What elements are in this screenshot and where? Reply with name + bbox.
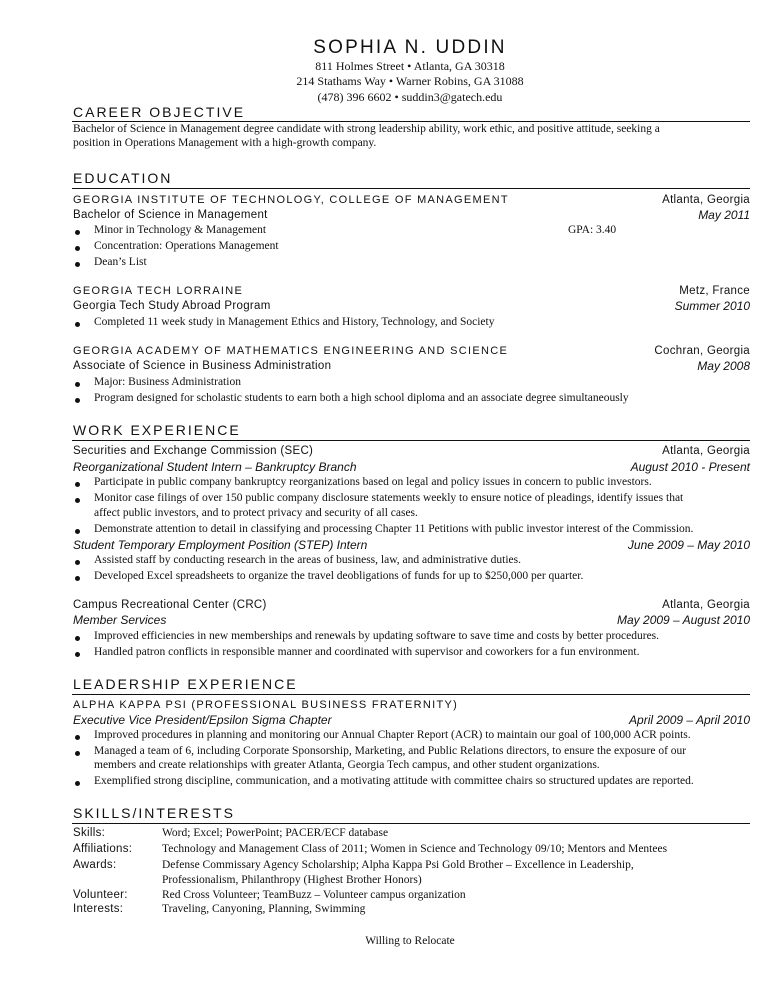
education-bullet: Concentration: Operations Management [94,240,279,252]
job-date: May 2009 – August 2010 [617,613,750,627]
bullet-icon [75,322,80,327]
bullet-icon [75,246,80,251]
candidate-name: SOPHIA N. UDDIN [313,37,507,58]
bullet-icon [75,652,80,657]
job-bullet-continuation: affect public investors, and to protect privacy and security of all cases. [94,507,418,519]
section-divider [72,188,750,189]
bullet-icon [75,498,80,503]
leadership-org: ALPHA KAPPA PSI (PROFESSIONAL BUSINESS FRATERNITY) [73,699,459,711]
education-date: Summer 2010 [674,299,750,313]
bullet-icon [75,560,80,565]
interests-value: Traveling, Canyoning, Planning, Swimming [162,903,366,915]
job-bullet: Monitor case filings of over 150 public company disclosure statements weekly to ensure notice of pleadings, identify issues that [94,492,684,504]
education-bullet: Program designed for scholastic students to earn both a high school diploma and an associate degree simultaneously [94,392,629,404]
job-bullet: Handled patron conflicts in responsible manner and coordinated with supervisor and coworkers for a fun environment. [94,646,640,658]
education-bullet: Minor in Technology & Management [94,224,267,236]
education-date: May 2008 [697,359,750,373]
bullet-icon [75,636,80,641]
education-bullet: Completed 11 week study in Management Ethics and History, Technology, and Society [94,316,495,328]
education-location: Metz, France [679,285,750,297]
skills-value: Word; Excel; PowerPoint; PACER/ECF database [162,827,389,839]
bullet-icon [75,781,80,786]
section-title-leadership: LEADERSHIP EXPERIENCE [73,676,298,692]
education-org: GEORGIA TECH LORRAINE [73,285,244,297]
objective-line: Bachelor of Science in Management degree candidate with strong leadership ability, work ethic, and positive attitude, seeking a [73,123,660,135]
education-gpa: GPA: 3.40 [568,224,617,236]
employer-name: Securities and Exchange Commission (SEC) [73,445,314,457]
education-bullet: Dean’s List [94,256,147,268]
job-bullet: Improved efficiencies in new memberships and renewals by updating software to save time and costs by better procedures. [94,630,660,642]
bullet-icon [75,262,80,267]
job-title: Member Services [73,613,167,627]
bullet-icon [75,382,80,387]
bullet-icon [75,230,80,235]
job-date: August 2010 - Present [630,460,750,474]
job-bullet: Participate in public company bankruptcy reorganizations based on legal and policy issues in concern to public investors. [94,476,652,488]
affiliations-label: Affiliations: [73,843,133,855]
bullet-icon [75,576,80,581]
leadership-date: April 2009 – April 2010 [629,713,750,727]
leadership-bullet: Exemplified strong discipline, communication, and a motivating attitude with committee chairs so structured updates are reported. [94,775,694,787]
section-title-education: EDUCATION [73,170,173,186]
bullet-icon [75,751,80,756]
leadership-bullet: Improved procedures in planning and monitoring our Annual Chapter Report (ACR) to maintain our goal of 100,000 ACR points. [94,729,691,741]
section-title-objective: CAREER OBJECTIVE [73,104,246,120]
education-org: GEORGIA INSTITUTE OF TECHNOLOGY, COLLEGE OF MANAGEMENT [73,194,509,206]
job-bullet: Demonstrate attention to detail in classifying and processing Chapter 11 Petitions with public investor interest of the Commission. [94,523,694,535]
interests-label: Interests: [73,903,124,915]
volunteer-label: Volunteer: [73,889,128,901]
phone-email-line: (478) 396 6602 • suddin3@gatech.edu [317,90,503,104]
employer-location: Atlanta, Georgia [662,599,750,611]
education-degree: Associate of Science in Business Administration [73,360,332,372]
job-bullet: Developed Excel spreadsheets to organize the travel deobligations of funds for up to $250,000 per quarter. [94,570,584,582]
bullet-icon [75,482,80,487]
address-line-2: 214 Stathams Way • Warner Robins, GA 31088 [296,74,524,88]
education-location: Cochran, Georgia [654,345,750,357]
job-date: June 2009 – May 2010 [627,538,750,552]
address-line-1: 811 Holmes Street • Atlanta, GA 30318 [315,59,505,73]
bullet-icon [75,735,80,740]
job-title: Student Temporary Employment Position (STEP) Intern [73,538,368,552]
section-divider [72,823,750,824]
education-bullet: Major: Business Administration [94,376,241,388]
affiliations-value: Technology and Management Class of 2011; Women in Science and Technology 09/10; Mentors and Mentees [162,843,668,855]
employer-location: Atlanta, Georgia [662,445,750,457]
education-degree: Georgia Tech Study Abroad Program [73,300,271,312]
section-title-work: WORK EXPERIENCE [73,422,241,438]
bullet-icon [75,398,80,403]
volunteer-value: Red Cross Volunteer; TeamBuzz – Volunteer campus organization [162,889,466,901]
section-divider [72,440,750,441]
awards-value: Defense Commissary Agency Scholarship; Alpha Kappa Psi Gold Brother – Excellence in Leadership, [162,859,634,871]
section-divider [72,694,750,695]
relocation-note: Willing to Relocate [365,935,455,947]
education-location: Atlanta, Georgia [662,194,750,206]
education-org: GEORGIA ACADEMY OF MATHEMATICS ENGINEERING AND SCIENCE [73,345,509,357]
leadership-bullet-continuation: members and create relationships with greater Atlanta, Georgia Tech campus, and other student organizations. [94,759,600,771]
skills-label: Skills: [73,827,106,839]
leadership-role: Executive Vice President/Epsilon Sigma Chapter [73,713,332,727]
awards-label: Awards: [73,859,117,871]
awards-value-continuation: Professionalism, Philanthropy (Highest Brother Honors) [162,874,422,886]
education-degree: Bachelor of Science in Management [73,209,268,221]
education-date: May 2011 [698,208,750,222]
objective-line: position in Operations Management with a high-growth company. [73,137,377,149]
section-title-skills: SKILLS/INTERESTS [73,805,235,821]
job-title: Reorganizational Student Intern – Bankruptcy Branch [73,460,357,474]
leadership-bullet: Managed a team of 6, including Corporate Sponsorship, Marketing, and Public Relations directors, to ensure the exposure of our [94,745,687,757]
bullet-icon [75,529,80,534]
section-divider [72,121,750,122]
employer-name: Campus Recreational Center (CRC) [73,599,267,611]
job-bullet: Assisted staff by conducting research in the areas of business, law, and administrative duties. [94,554,521,566]
